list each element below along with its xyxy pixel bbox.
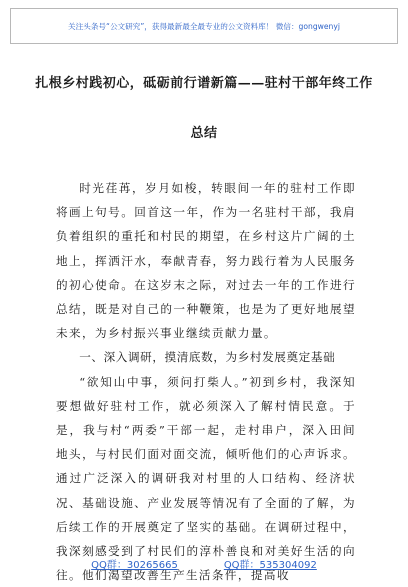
document-title: 扎根乡村践初心，砥砺前行谱新篇——驻村干部年终工作 [35,76,373,91]
paragraph-research: “欲知山中事，须问打柴人。”初到乡村，我深知要想做好驻村工作，就必须深入了解村情民意。于是，我与村“两委”干部一起，走村串户，深入田间地头，与村民们面对面交流，倾听他们的心声诉求。通过广泛深入的调研我对村里的人口结构、经济状况、基础设施、产业发展等情况有了全面的了解，为后续工作的开展奠定了坚实的基础。在调研过程中，我深刻感受到了村民们的淳朴善良和对美好生活的向往。他们渴望改善生产生活条件，提高收 [56,374,356,583]
document-title-continued: 总结 [190,126,218,141]
header-banner [10,8,398,44]
section-heading: 一、深入调研，摸清底数，为乡村发展奠定基础 [79,350,336,365]
qq-group-link-1[interactable]: QQ群：30265665 [91,560,178,571]
header-banner-text: 关注头条号“公文研究”，获得最新最全最专业的公文资料库！ 微信：gongwenyj [68,21,340,31]
document-body [56,176,356,587]
paragraph-intro: 时光荏苒，岁月如梭，转眼间一年的驻村工作即将画上句号。回首这一年，作为一名驻村干部，我肩负着组织的重托和村民的期望，在乡村这片广阔的土地上，挥洒汗水，奉献青春，努力践行着为人民服务的初心使命。在这岁末之际，对过去一年的工作进行总结，既是对自己的一种鞭策，也是为了更好地展望未来，为乡村振兴事业继续贡献力量。 [56,181,356,341]
qq-group-link-2[interactable]: QQ群：535304092 [223,560,317,571]
footer-banner [0,556,408,571]
